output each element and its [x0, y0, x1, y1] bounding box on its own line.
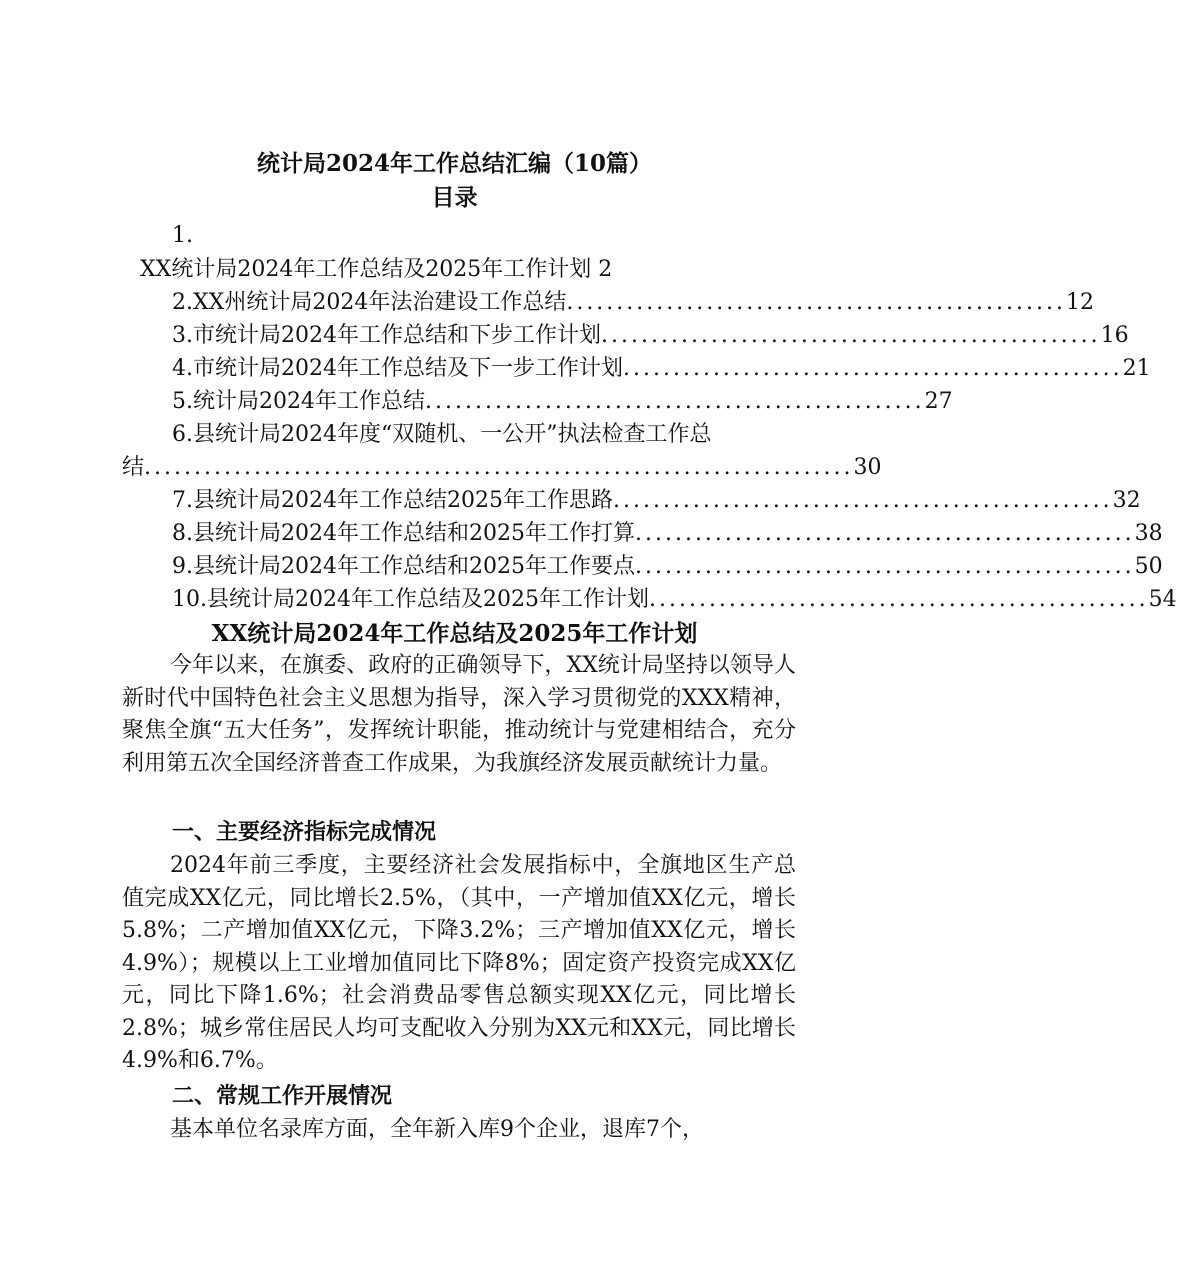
toc-page-number: 21 [1122, 356, 1151, 381]
toc-leader: .................................................. [601, 323, 1101, 348]
toc-page-number: 50 [1134, 554, 1163, 579]
toc-number: 6. [172, 422, 193, 447]
toc-item-6-continued[interactable] [122, 454, 882, 482]
toc-title: 结 [122, 455, 145, 480]
toc-title: 县统计局2024年工作总结和2025年工作打算 [193, 521, 635, 546]
section-heading-2: 二、常规工作开展情况 [172, 1083, 393, 1109]
toc-leader: ....................................................................... [144, 455, 854, 480]
section-1-paragraph: 2024年前三季度，主要经济社会发展指标中，全旗地区生产总值完成XX亿元，同比增长2.5%，（其中，一产增加值XX亿元，增长5.8%；二产增加值XX亿元，下降3.2%；三产增加值XX亿元，增长4.9%）；规模以上工业增加值同比下降8%；固定资产投资完成XX亿元，同比下降1.6%；社会消费品零售总额实现XX亿元，同比增长2.8%；城乡常住居民人均可支配收入分别为XX元和XX元，同比增长4.9%和6.7%。 [122, 853, 796, 1073]
toc-page-number: 30 [853, 455, 882, 480]
toc-item-1-text: XX统计局2024年工作总结及2025年工作计划 2 [140, 257, 613, 282]
toc-item-1-number: 1. [172, 223, 193, 248]
toc-number: 4. [172, 356, 193, 381]
toc-item-9[interactable] [172, 553, 1163, 581]
toc-number: 2. [172, 290, 193, 315]
toc-number: 8. [172, 521, 193, 546]
toc-item-5[interactable] [172, 388, 953, 416]
toc-number: 5. [172, 389, 193, 414]
toc-leader: .................................................. [566, 290, 1066, 315]
toc-leader: .................................................. [634, 521, 1135, 546]
toc-title: 县统计局2024年度“双随机、一公开”执法检查工作总 [193, 422, 712, 447]
toc-page-number: 32 [1112, 488, 1141, 513]
article-intro-paragraph: 今年以来，在旗委、政府的正确领导下，XX统计局坚持以领导人新时代中国特色社会主义思想为指导，深入学习贯彻党的XXX精神，聚焦全旗“五大任务”，发挥统计职能，推动统计与党建相结合，充分利用第五次全国经济普查工作成果，为我旗经济发展贡献统计力量。 [122, 653, 796, 776]
toc-item-10[interactable] [172, 586, 1177, 614]
toc-leader: .................................................. [425, 389, 925, 414]
toc-heading: 目录 [431, 184, 478, 211]
toc-item-7[interactable] [172, 487, 1141, 515]
toc-page-number: 38 [1134, 521, 1163, 546]
section-2-paragraph: 基本单位名录库方面，全年新入库9个企业，退库7个， [170, 1117, 704, 1142]
toc-leader: .................................................. [634, 554, 1135, 579]
toc-title: 县统计局2024年工作总结及2025年工作计划 [207, 587, 649, 612]
section-heading-1: 一、主要经济指标完成情况 [172, 819, 437, 845]
toc-item-3[interactable] [172, 322, 1129, 350]
toc-page-number: 54 [1148, 587, 1177, 612]
toc-title: 县统计局2024年工作总结2025年工作思路 [193, 488, 613, 513]
toc-title: XX州统计局2024年法治建设工作总结 [193, 290, 567, 315]
article-title: XX统计局2024年工作总结及2025年工作计划 [211, 620, 698, 647]
toc-number: 7. [172, 488, 193, 513]
toc-title: 统计局2024年工作总结 [193, 389, 425, 414]
toc-item-2[interactable] [172, 289, 1094, 317]
toc-title: 市统计局2024年工作总结和下步工作计划 [193, 323, 601, 348]
toc-leader: .................................................. [612, 488, 1113, 513]
toc-number: 3. [172, 323, 193, 348]
toc-leader: .................................................. [648, 587, 1149, 612]
toc-number: 10. [172, 587, 207, 612]
toc-leader: .................................................. [623, 356, 1123, 381]
toc-number: 9. [172, 554, 193, 579]
toc-item-4[interactable] [172, 355, 1151, 383]
document-title: 统计局2024年工作总结汇编（10篇） [256, 150, 653, 177]
toc-item-6[interactable] [172, 421, 711, 449]
toc-page-number: 16 [1100, 323, 1129, 348]
toc-title: 市统计局2024年工作总结及下一步工作计划 [193, 356, 623, 381]
toc-page-number: 12 [1066, 290, 1094, 315]
toc-title: 县统计局2024年工作总结和2025年工作要点 [193, 554, 635, 579]
toc-item-8[interactable] [172, 520, 1163, 548]
toc-page-number: 27 [924, 389, 953, 414]
